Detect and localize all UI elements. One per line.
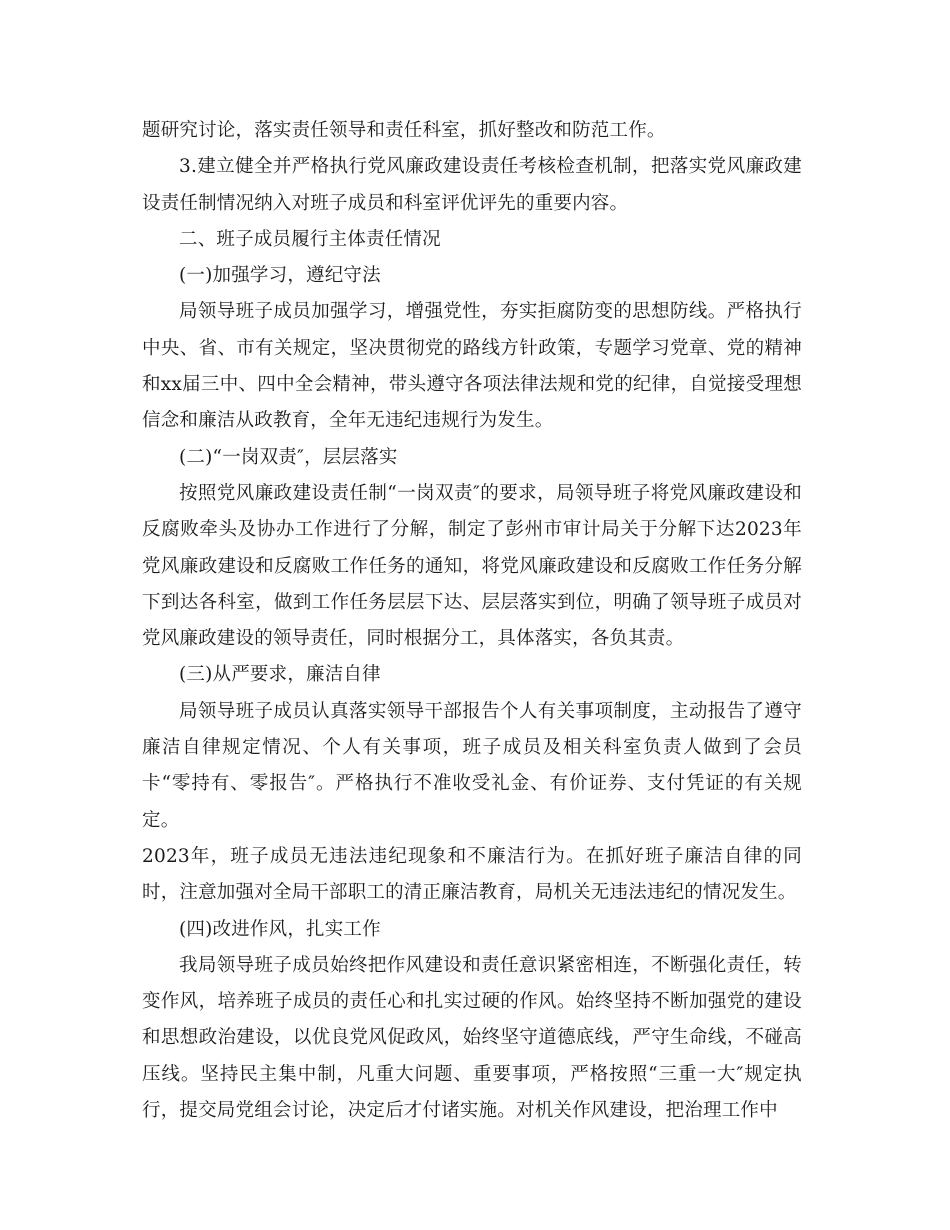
paragraph-study: 局领导班子成员加强学习，增强党性，夯实拒腐防变的思想防线。严格执行中央、省、市有关规定，坚决贯彻党的路线方针政策，专题学习党章、党的精神和xx届三中、四中全会精神，带头遵守各项法律法规和党的纪律，自觉接受理想信念和廉洁从政教育，全年无违纪违规行为发生。 xyxy=(142,301,802,432)
subheading-1: (一)加强学习，遵纪守法 xyxy=(179,265,381,287)
document-body xyxy=(142,113,802,1129)
paragraph-responsibility: 按照党风廉政建设责任制“一岗双责″的要求，局领导班子将党风廉政建设和反腐败牵头及协办工作进行了分解，制定了彭州市审计局关于分解下达2023年党风廉政建设和反腐败工作任务的通知，将党风廉政建设和反腐败工作任务分解下到达各科室，做到工作任务层层下达、层层落实到位，明确了领导班子成员对党风廉政建设的领导责任，同时根据分工，具体落实，各负其责。 xyxy=(142,482,802,650)
subheading-2: (二)“一岗双责″，层层落实 xyxy=(179,446,398,468)
subheading-4: (四)改进作风，扎实工作 xyxy=(179,918,381,940)
section-heading-2: 二、班子成员履行主体责任情况 xyxy=(179,228,441,250)
paragraph-continuation: 题研究讨论，落实责任领导和责任科室，抓好整改和防范工作。 xyxy=(142,120,666,141)
paragraph-self-discipline: 局领导班子成员认真落实领导干部报告个人有关事项制度，主动报告了遵守廉洁自律规定情况、个人有关事项，班子成员及相关科室负责人做到了会员卡“零持有、零报告″。严格执行不准收受礼金、有价证券、支付凭证的有关规定。 xyxy=(142,700,802,831)
paragraph-2023: 2023年，班子成员无违法违纪现象和不廉洁行为。在抓好班子廉洁自律的同时，注意加强对全局干部职工的清正廉洁教育，局机关无违法违纪的情况发生。 xyxy=(142,845,802,904)
subheading-3: (三)从严要求，廉洁自律 xyxy=(179,664,381,686)
paragraph-work-style: 我局领导班子成员始终把作风建设和责任意识紧密相连，不断强化责任，转变作风，培养班子成员的责任心和扎实过硬的作风。始终坚持不断加强党的建设和思想政治建设，以优良党风促政风，始终坚守道德底线，严守生命线，不碰高压线。坚持民主集中制，凡重大问题、重要事项，严格按照“三重一大″规定执行，提交局党组会讨论，决定后才付诸实施。对机关作风建设，把治理工作中 xyxy=(142,954,802,1122)
paragraph-item-3: 3.建立健全并严格执行党风廉政建设责任考核检查机制，把落实党风廉政建设责任制情况纳入对班子成员和科室评优评先的重要内容。 xyxy=(142,156,802,214)
